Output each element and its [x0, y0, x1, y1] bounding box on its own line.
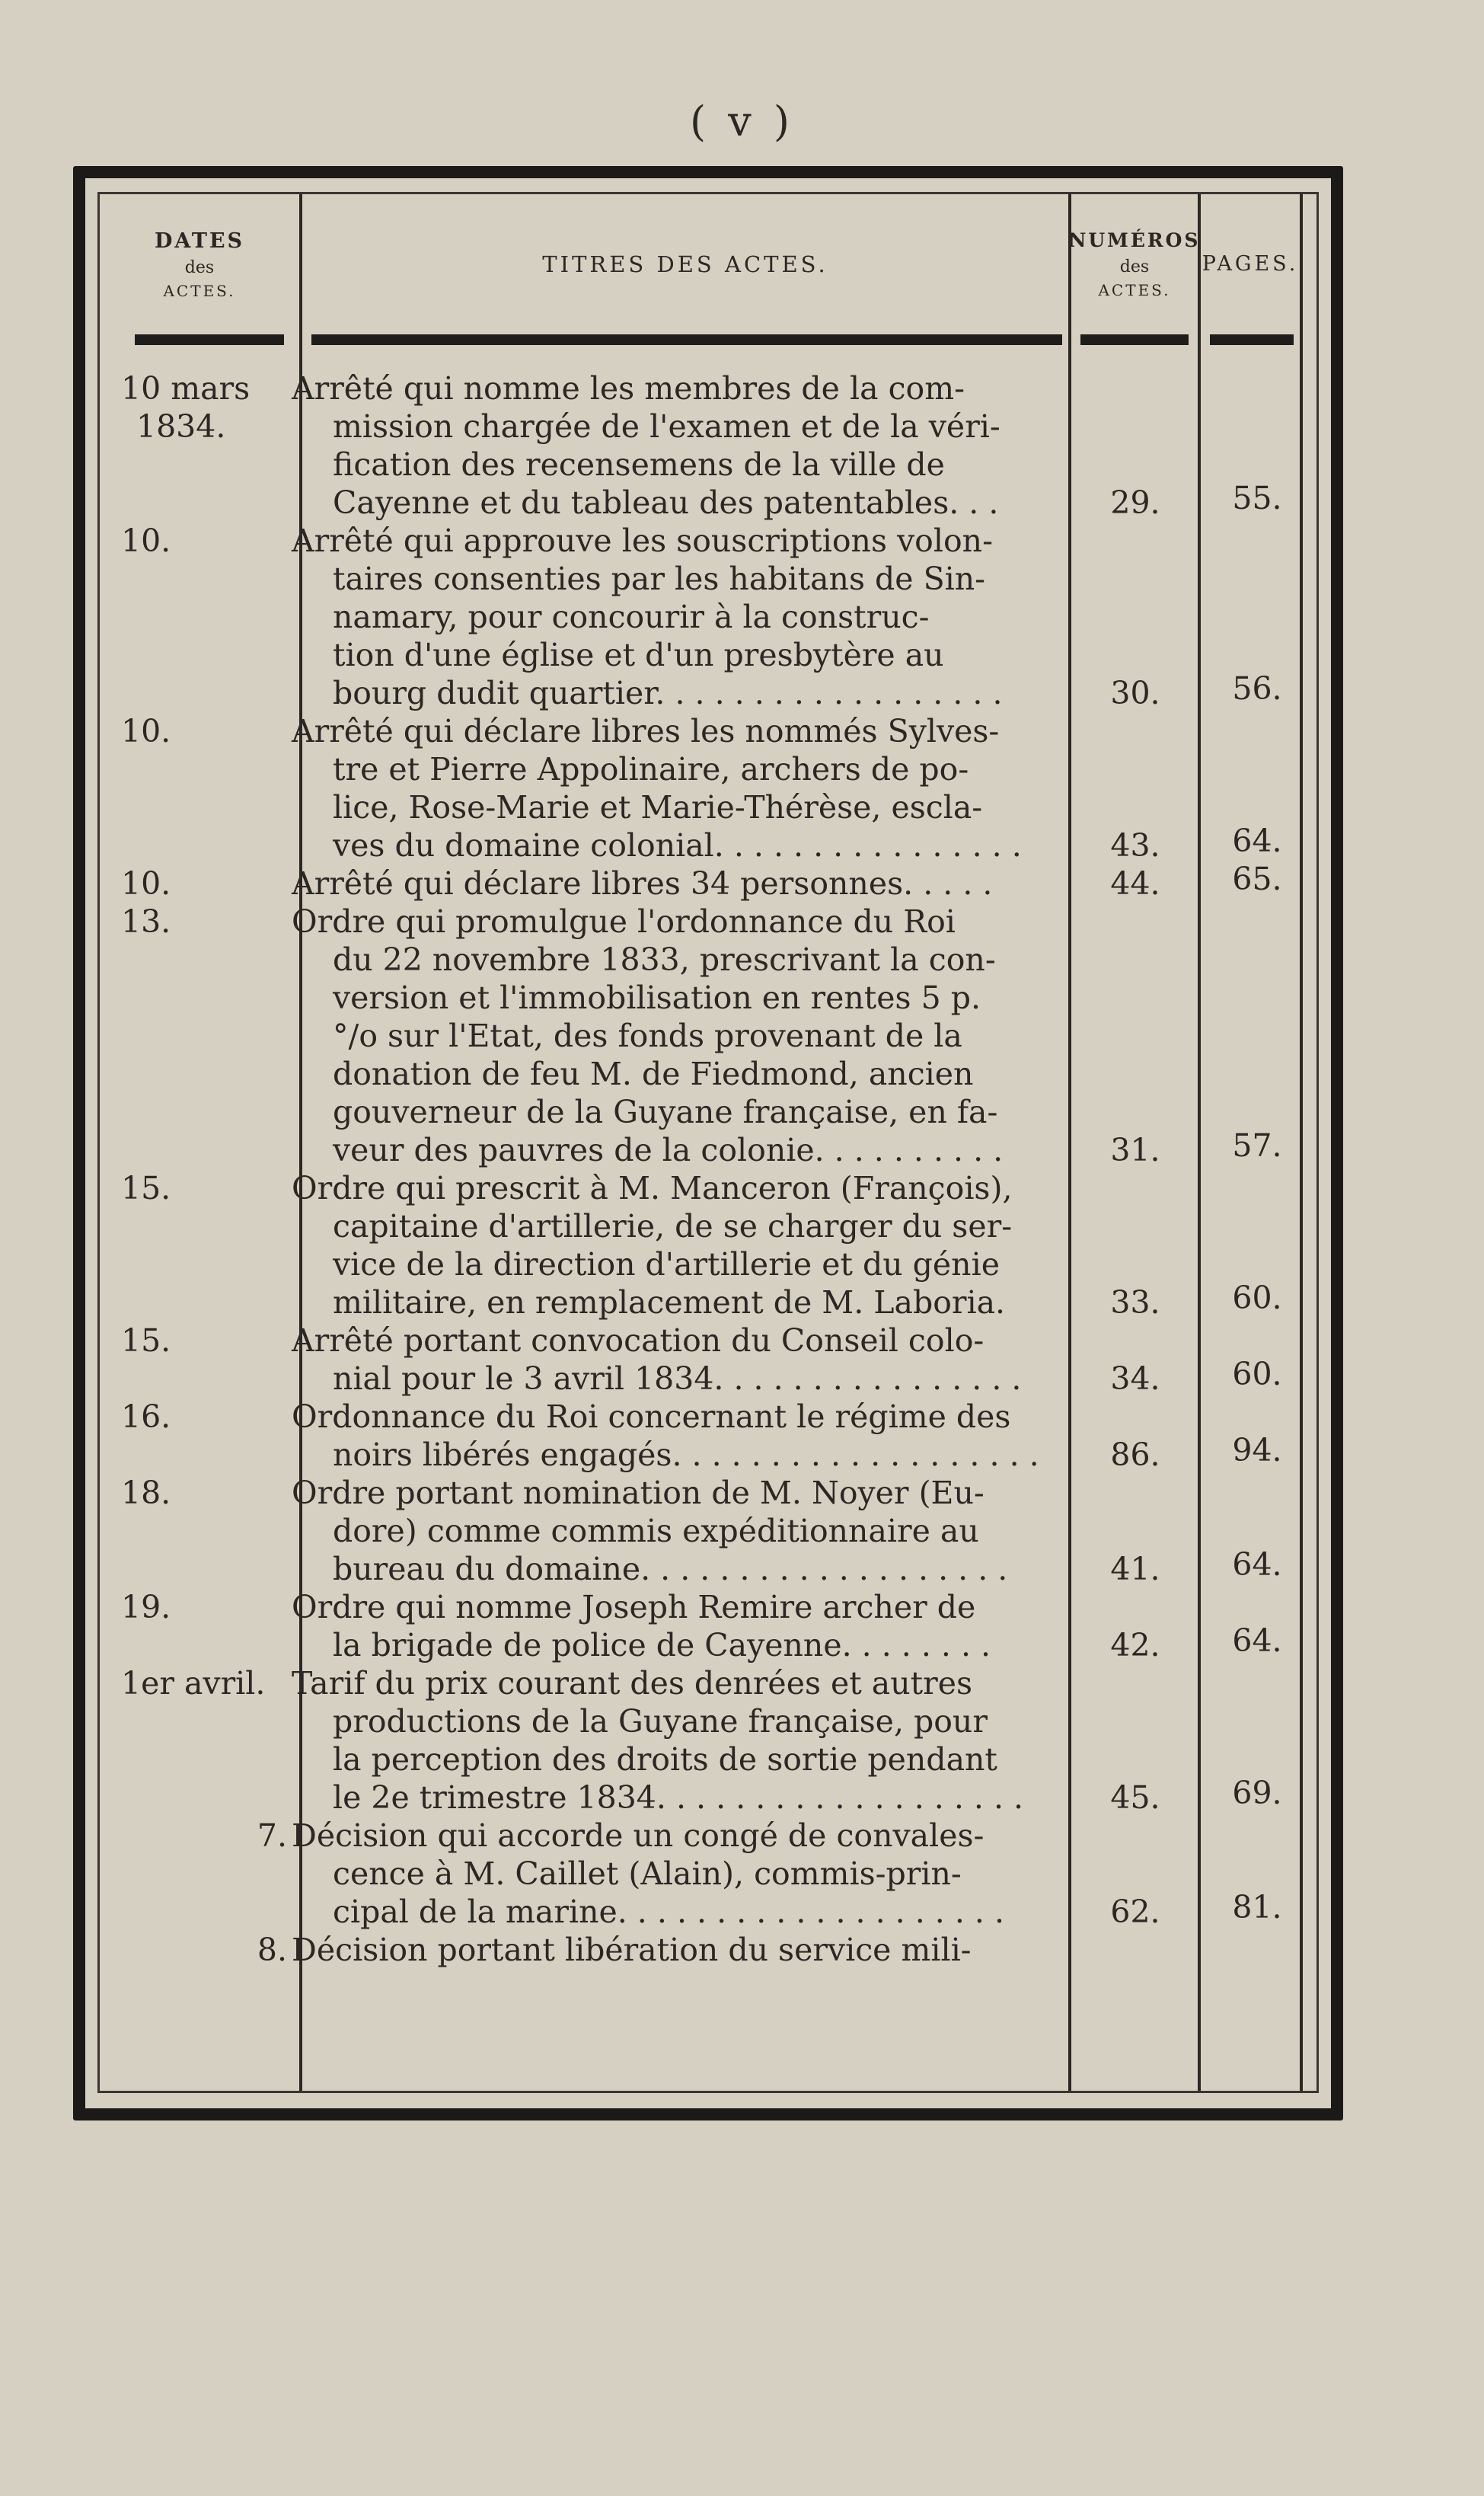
act-title	[292, 1169, 1061, 1322]
act-title-line: du 22 novembre 1833, prescrivant la con-	[333, 941, 996, 978]
act-title	[292, 1322, 1061, 1398]
act-date	[121, 1588, 313, 1626]
act-date	[121, 522, 313, 560]
act-number: 62.	[1110, 1894, 1160, 1930]
act-page: 64.	[1232, 1622, 1282, 1659]
act-number: 45.	[1110, 1779, 1160, 1816]
act-title-line: °/o sur l'Etat, des fonds provenant de la	[333, 1018, 962, 1054]
act-number: 43.	[1110, 827, 1160, 864]
header-rule	[1080, 334, 1189, 345]
act-date	[121, 1664, 313, 1702]
table-row	[100, 1169, 1316, 1322]
act-title-line: Cayenne et du tableau des patentables. . .	[333, 484, 999, 521]
header-rule	[1210, 334, 1294, 345]
act-title-line: la perception des droits de sortie pendant	[333, 1741, 997, 1778]
act-title-line: Tarif du prix courant des denrées et autres	[292, 1665, 973, 1702]
act-date-line: 13.	[121, 903, 171, 940]
act-title-line: donation de feu M. de Fiedmond, ancien	[333, 1056, 974, 1092]
act-date	[121, 1931, 287, 1969]
act-number: 42.	[1110, 1627, 1160, 1663]
act-title-line: lice, Rose-Marie et Marie-Thérèse, escla-	[333, 789, 983, 826]
act-title-line: Ordonnance du Roi concernant le régime des	[292, 1398, 1011, 1435]
table-row	[100, 1398, 1316, 1474]
table-row	[100, 522, 1316, 712]
header-rule	[135, 334, 284, 345]
act-number: 29.	[1110, 484, 1160, 521]
act-number: 86.	[1110, 1437, 1160, 1473]
table-row	[100, 712, 1316, 864]
act-date	[121, 369, 313, 446]
header-dates-line2: des	[184, 258, 215, 278]
act-page: 94.	[1232, 1432, 1282, 1469]
act-title-line: mission chargée de l'examen et de la véri-	[333, 408, 1001, 445]
header-rule	[311, 334, 1062, 345]
act-date-line: 10 mars	[121, 370, 251, 407]
act-date-line: 18.	[121, 1475, 171, 1511]
act-number: 41.	[1110, 1551, 1160, 1587]
act-date	[121, 864, 313, 903]
act-title-line: capitaine d'artillerie, de se charger du ser-	[333, 1208, 1013, 1245]
header-pages-label: PAGES.	[1202, 252, 1299, 276]
act-title	[292, 864, 1061, 903]
act-title-line: ves du domaine colonial. . . . . . . . . . . . . . . .	[333, 827, 1022, 864]
table-inner-border	[97, 192, 1319, 2093]
act-title	[292, 903, 1061, 1169]
act-date	[121, 1817, 287, 1855]
act-title	[292, 1931, 1061, 1969]
header-numeros-line1: NUMÉROS	[1068, 229, 1201, 252]
act-title-line: fication des recensemens de la ville de	[333, 446, 945, 483]
header-numeros	[1068, 194, 1201, 334]
act-date	[121, 1398, 313, 1436]
act-title-line: veur des pauvres de la colonie. . . . . . . . . .	[333, 1132, 1004, 1168]
table-row	[100, 1817, 1316, 1931]
act-title-line: la brigade de police de Cayenne. . . . . . . .	[333, 1627, 991, 1663]
act-title-line: productions de la Guyane française, pour	[333, 1703, 988, 1740]
act-title	[292, 712, 1061, 864]
act-date-line: 10.	[121, 713, 171, 749]
act-number: 44.	[1110, 865, 1160, 902]
header-numeros-line3: ACTES.	[1098, 280, 1171, 299]
act-page: 69.	[1232, 1775, 1282, 1811]
table-row	[100, 1664, 1316, 1817]
act-date-line: 15.	[121, 1322, 171, 1359]
act-title-line: Arrêté portant convocation du Conseil colo-	[292, 1322, 985, 1359]
act-title-line: Ordre qui promulgue l'ordonnance du Roi	[292, 903, 956, 940]
act-title-line: namary, pour concourir à la construc-	[333, 599, 930, 635]
act-title	[292, 1398, 1061, 1474]
header-dates-line3: ACTES.	[163, 282, 236, 301]
act-date-line: 7.	[257, 1817, 287, 1854]
act-title	[292, 522, 1061, 712]
act-title-line: vice de la direction d'artillerie et du génie	[333, 1246, 1000, 1283]
header-numeros-line2: des	[1119, 257, 1150, 276]
header-titres-label: TITRES DES ACTES.	[542, 251, 828, 277]
act-date-line: 1er avril.	[121, 1665, 266, 1702]
act-title-line: noirs libérés engagés. . . . . . . . . . . . . . . . . . .	[333, 1437, 1039, 1473]
table-row	[100, 1931, 1316, 1969]
header-dates-line1: DATES	[154, 229, 245, 253]
act-date-line: 10.	[121, 523, 171, 559]
table-row	[100, 1588, 1316, 1664]
act-title	[292, 1588, 1061, 1664]
act-title-line: Ordre qui prescrit à M. Manceron (François),	[292, 1170, 1013, 1206]
act-page: 60.	[1232, 1356, 1282, 1392]
act-number: 31.	[1110, 1132, 1160, 1168]
header-titres	[302, 194, 1068, 334]
act-title	[292, 1474, 1061, 1588]
act-date	[121, 1474, 313, 1512]
act-date	[121, 712, 313, 750]
act-date-line: 19.	[121, 1589, 171, 1625]
act-title-line: Arrêté qui approuve les souscriptions volon-	[292, 523, 993, 559]
act-title-line: Arrêté qui déclare libres 34 personnes. . . . .	[292, 865, 993, 902]
table-row	[100, 1474, 1316, 1588]
act-title-line: tion d'une église et d'un presbytère au	[333, 637, 944, 673]
table-row	[100, 861, 1316, 903]
page-number: ( v )	[690, 97, 794, 145]
header-dates	[100, 194, 299, 334]
act-page: 64.	[1232, 823, 1282, 859]
act-title-line: cence à M. Caillet (Alain), commis-prin-	[333, 1855, 962, 1892]
act-title-line: Décision portant libération du service mili-	[292, 1932, 972, 1968]
act-page: 81.	[1232, 1889, 1282, 1926]
act-title-line: dore) comme commis expéditionnaire au	[333, 1513, 979, 1549]
act-date	[121, 903, 313, 941]
act-title-line: cipal de la marine. . . . . . . . . . . . . . . . . . . .	[333, 1894, 1005, 1930]
header-pages	[1201, 194, 1300, 334]
act-number: 34.	[1110, 1360, 1160, 1397]
table-row	[100, 1322, 1316, 1398]
act-title-line: version et l'immobilisation en rentes 5 p.	[333, 980, 981, 1016]
act-title-line: Décision qui accorde un congé de convales-	[292, 1817, 985, 1854]
act-title	[292, 369, 1061, 522]
act-number: 30.	[1110, 675, 1160, 711]
act-title	[292, 1817, 1061, 1931]
act-date	[121, 1322, 313, 1360]
act-date-line: 1834.	[136, 408, 226, 445]
act-title-line: le 2e trimestre 1834. . . . . . . . . . . . . . . . . . .	[333, 1779, 1024, 1816]
act-date-line: 16.	[121, 1398, 171, 1435]
act-title-line: nial pour le 3 avril 1834. . . . . . . . . . . . . . . .	[333, 1360, 1022, 1397]
act-title-line: Arrêté qui nomme les membres de la com-	[292, 370, 965, 407]
act-date-line: 10.	[121, 865, 171, 902]
act-page: 57.	[1232, 1127, 1282, 1164]
act-title-line: Ordre qui nomme Joseph Remire archer de	[292, 1589, 976, 1625]
act-title-line: tre et Pierre Appolinaire, archers de po-	[333, 751, 969, 788]
act-date-line: 8.	[257, 1932, 287, 1968]
act-title-line: militaire, en remplacement de M. Laboria.	[333, 1284, 1006, 1321]
act-title-line: taires consenties par les habitans de Sin-	[333, 561, 986, 597]
act-title-line: gouverneur de la Guyane française, en fa-	[333, 1094, 998, 1130]
act-page: 60.	[1232, 1280, 1282, 1316]
table-row	[100, 903, 1316, 1169]
act-title-line: Ordre portant nomination de M. Noyer (Eu-	[292, 1475, 985, 1511]
act-title	[292, 1664, 1061, 1817]
act-title-line: Arrêté qui déclare libres les nommés Sylves-	[292, 713, 1000, 749]
act-title-line: bourg dudit quartier. . . . . . . . . . . . . . . . . .	[333, 675, 1003, 711]
act-date-line: 15.	[121, 1170, 171, 1206]
act-date	[121, 1169, 313, 1207]
table-row	[100, 369, 1316, 522]
act-number: 33.	[1110, 1284, 1160, 1321]
act-title-line: bureau du domaine. . . . . . . . . . . . . . . . . . .	[333, 1551, 1008, 1587]
act-page: 64.	[1232, 1546, 1282, 1583]
act-page: 56.	[1232, 670, 1282, 707]
act-page: 55.	[1232, 480, 1282, 516]
table-frame	[73, 166, 1343, 2120]
act-page: 65.	[1232, 861, 1282, 897]
